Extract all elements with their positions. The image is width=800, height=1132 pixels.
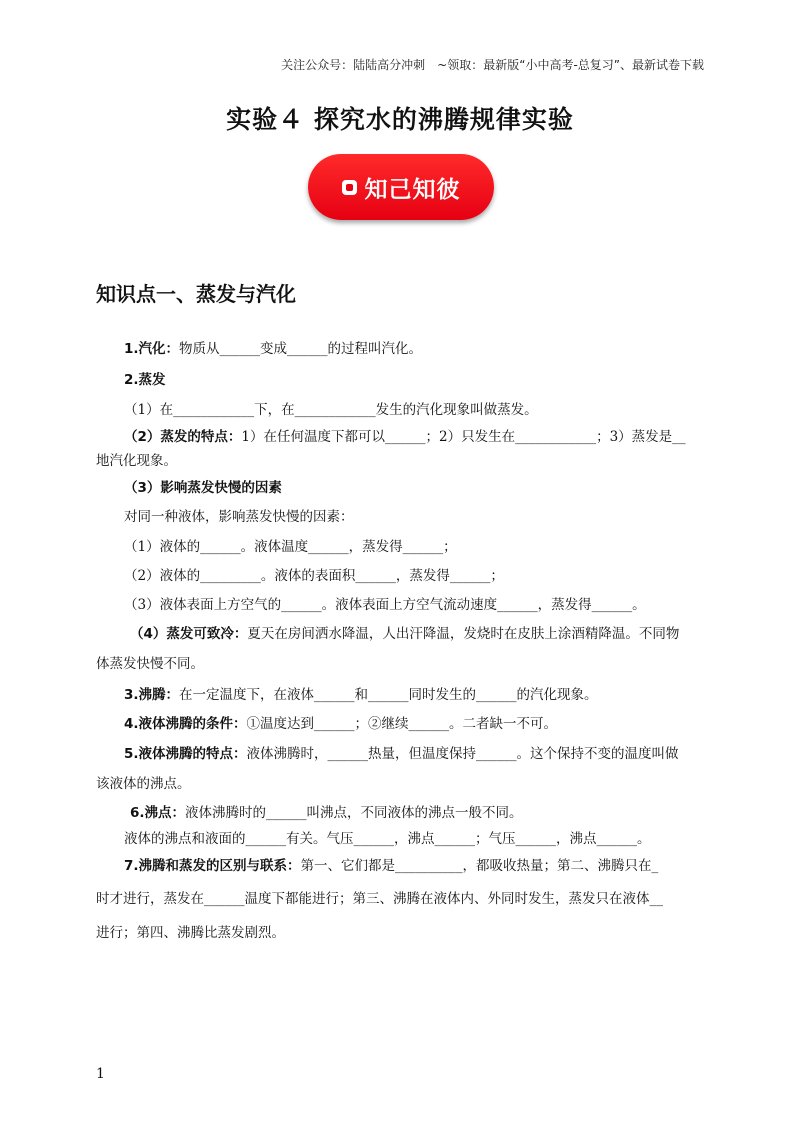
line-vaporization: 1.汽化：物质从______变成______的过程叫汽化。: [124, 341, 423, 357]
badge-knowledge: [308, 154, 494, 220]
page-number: 1: [96, 1066, 105, 1082]
line-cooling-cont: 体蒸发快慢不同。: [96, 656, 204, 672]
header-note: 关注公众号：陆陆高分冲刺 ~领取：最新版“小中高考-总复习”、最新试卷下载: [281, 58, 704, 72]
line-evaporation-def: （1）在____________下，在____________发生的汽化现象叫做蒸发。: [124, 402, 538, 418]
line-boiling-features-cont: 该液体的沸点。: [96, 776, 191, 792]
line-factors-heading: （3）影响蒸发快慢的因素: [124, 480, 282, 496]
line-boiling: 3.沸腾：在一定温度下，在液体______和______同时发生的______的汽化现象。: [124, 687, 598, 703]
line-factors-intro: 对同一种液体，影响蒸发快慢的因素：: [124, 509, 354, 525]
line-evaporation-features: （2）蒸发的特点：1）在任何温度下都可以______；2）只发生在____________；3）蒸发是__: [124, 429, 686, 445]
line-evaporation-heading: 2.蒸发: [124, 372, 166, 388]
line-evaporation-features-cont: 地汽化现象。: [96, 453, 177, 469]
badge-label: 知己知彼: [364, 176, 461, 203]
line-factor-2: （2）液体的_________。液体的表面积______，蒸发得______；: [124, 568, 504, 584]
section-heading: 知识点一、蒸发与汽化: [96, 282, 296, 306]
line-factor-1: （1）液体的______。液体温度______，蒸发得______；: [124, 539, 457, 555]
line-boiling-features: 5.液体沸腾的特点：液体沸腾时，______热量，但温度保持______。这个保持不变的温度叫做: [124, 746, 679, 762]
line-factor-3: （3）液体表面上方空气的______。液体表面上方空气流动速度______，蒸发得______。: [124, 597, 646, 613]
line-boiling-point-pressure: 液体的沸点和液面的______有关。气压______，沸点______；气压______，沸点______。: [124, 831, 651, 847]
line-boiling-conditions: 4.液体沸腾的条件：①温度达到______；②继续______。二者缺一不可。: [124, 716, 558, 732]
page-title: 实验４ 探究水的沸腾规律实验: [226, 105, 574, 134]
line-comparison-cont-2: 进行；第四、沸腾比蒸发剧烈。: [96, 925, 285, 941]
line-comparison: 7.沸腾和蒸发的区别与联系：第一、它们都是__________，都吸收热量；第二、沸腾只在_: [124, 858, 659, 874]
line-boiling-point: 6.沸点：液体沸腾时的______叫沸点，不同液体的沸点一般不同。: [130, 805, 523, 821]
home-icon: [342, 180, 357, 195]
line-cooling: （4）蒸发可致冷：夏天在房间洒水降温，人出汗降温，发烧时在皮肤上涂酒精降温。不同物: [130, 626, 680, 642]
line-comparison-cont-1: 时才进行，蒸发在______温度下都能进行；第三、沸腾在液体内、外同时发生，蒸发只在液体__: [96, 891, 663, 907]
